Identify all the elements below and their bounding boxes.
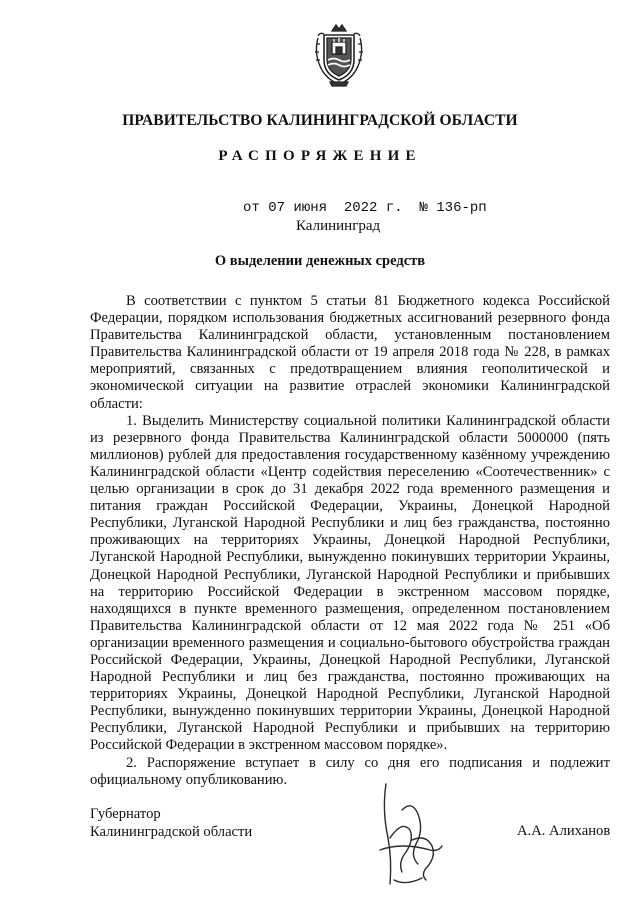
- document-type-title: РАСПОРЯЖЕНИЕ: [218, 148, 422, 164]
- signatory-position-line1: Губернатор: [90, 806, 161, 822]
- coat-of-arms-icon: [310, 22, 368, 88]
- document-city: Калининград: [296, 218, 381, 234]
- clause-2-paragraph: 2. Распоряжение вступает в силу со дня его подписания и подлежит официальному опубликованию.: [90, 754, 610, 788]
- number-prefix: №: [419, 200, 428, 216]
- organization-title: ПРАВИТЕЛЬСТВО КАЛИНИНГРАДСКОЙ ОБЛАСТИ: [122, 112, 518, 129]
- signatory-name: А.А. Алиханов: [517, 823, 611, 839]
- preamble-paragraph: В соответствии с пунктом 5 статьи 81 Бюджетного кодекса Российской Федерации, порядком использования бюджетных ассигнований резервного фонда Правительства Калининградской области, установленным постановлением Правительства Калининградской области от 19 апреля 2018 года № 228, в рамках мероприятий, связанных с предотвращением влияния геополитической и экономической ситуации на развитие отраслей экономики Калининградской области:: [90, 293, 610, 412]
- document-date: 07 июня 2022 г.: [268, 200, 403, 216]
- document-body: [90, 293, 610, 789]
- clause-1-paragraph: 1. Выделить Министерству социальной политики Калининградской области из резервного фонда Правительства Калининградской области 5000000 (пять миллионов) рублей для предоставления государственному казённому учреждению Калининградской области «Центр содействия переселению «Соотечественник» с целью организации в срок до 31 декабря 2022 года временного размещения и питания граждан Российской Федерации, Украины, Донецкой Народной Республики, Луганской Народной Республики и лиц без гражданства, постоянно проживающих на территориях Украины, Донецкой Народной Республики, Луганской Народной Республики, вынужденно покинувших территории Украины, Донецкой Народной Республики, Луганской Народной Республики и прибывших на территорию Российской Федерации в экстренном массовом порядке, находящихся в пункте временного размещения, определенном постановлением Правительства Калининградской области от 12 мая 2022 года № 251 «Об организации временного размещения и социально-бытового обустройства граждан Российской Федерации, Украины, Донецкой Народной Республики, Луганской Народной Республики и лиц без гражданства, постоянно проживающих на территориях Украины, Донецкой Народной Республики, Луганской Народной Республики, вынужденно покинувших территории Украины, Донецкой Народной Республики, Луганской Народной Республики и прибывших на территорию Российской Федерации в экстренном массовом порядке».: [90, 412, 610, 754]
- document-subject: О выделении денежных средств: [214, 253, 426, 269]
- date-prefix: от: [243, 200, 260, 216]
- handwritten-signature: [372, 780, 448, 892]
- document-number: 136-рп: [436, 200, 487, 216]
- signatory-position: [90, 806, 252, 841]
- signatory-position-line2: Калининградской области: [90, 823, 253, 840]
- document-date-number: [243, 200, 487, 216]
